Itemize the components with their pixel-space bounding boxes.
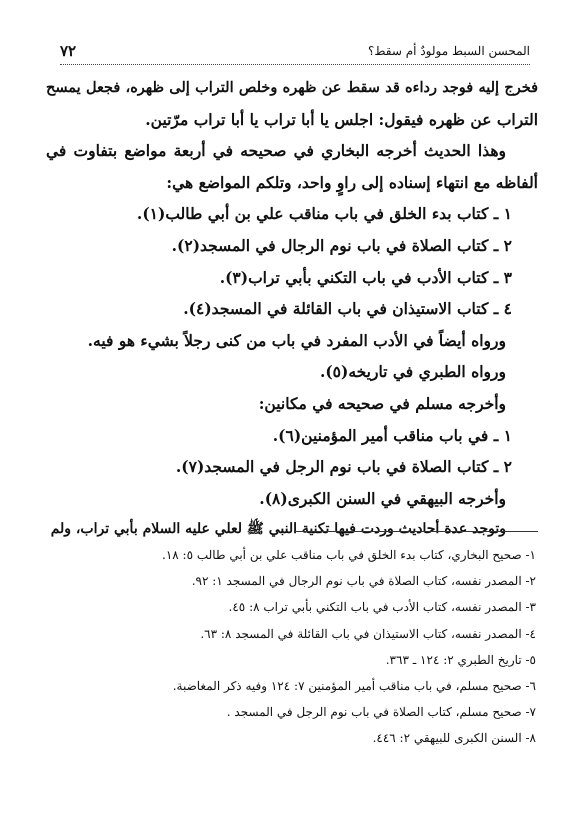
list-item: ٤ ـ كتاب الاستيذان في باب القائلة في المسجد(٤). <box>183 299 512 319</box>
running-title: المحسن السبط مولودٌ أم سقط؟ <box>368 44 530 58</box>
footnote: ٦- صحيح مسلم، في باب مناقب أمير المؤمنين ٧: ١٢٤ وفيه ذكر المغاضبة. <box>172 678 536 693</box>
footnote-separator <box>294 531 538 532</box>
body-line: وأخرجه مسلم في صحيحه في مكانين: <box>258 393 506 413</box>
running-header <box>60 40 530 65</box>
body-line: فخرج إليه فوجد رداءه قد سقط عن ظهره وخلص التراب إلى ظهره، فجعل يمسح <box>46 79 538 96</box>
list-item: ٢ ـ كتاب الصلاة في باب نوم الرجال في المسجد(٢). <box>171 235 512 255</box>
body-line: وتوجد عدة أحاديث وردت فيها تكنية النبي ﷺ لعلي عليه السلام بأبي تراب، ولم <box>50 521 506 538</box>
body-line: ألفاظه مع انتهاء إسناده إلى راوٍ واحد، وتلكم المواضع هي: <box>166 172 538 192</box>
body-line: ورواه الطبري في تاريخه(٥). <box>319 362 506 382</box>
footnote: ٨- السنن الكبرى للبيهقي ٢: ٤٤٦. <box>372 731 536 746</box>
footnote: ٧- صحيح مسلم، كتاب الصلاة في باب نوم الرجل في المسجد . <box>226 705 536 720</box>
body-line: ورواه أيضاً في الأدب المفرد في باب من كنى رجلاً بشيء هو فيه. <box>87 330 506 350</box>
main-text <box>46 72 538 546</box>
footnote: ٥- تاريخ الطبري ٢: ١٢٤ ـ ٣٦٣. <box>385 652 536 667</box>
footnote: ٢- المصدر نفسه، كتاب الصلاة في باب نوم الرجال في المسجد ١: ٩٢. <box>191 574 536 589</box>
list-item: ٣ ـ كتاب الأدب في باب التكني بأبي تراب(٣). <box>219 267 512 287</box>
footnotes <box>60 542 536 752</box>
footnote: ١- صحيح البخاري، كتاب بدء الخلق في باب مناقب علي بن أبي طالب ٥: ١٨. <box>162 548 536 562</box>
footnote: ٤- المصدر نفسه، كتاب الاستيذان في باب القائلة في المسجد ٨: ٦٣. <box>200 626 536 641</box>
body-line: وأخرجه البيهقي في السنن الكبرى(٨). <box>259 488 506 508</box>
list-item: ٢ ـ كتاب الصلاة في باب نوم الرجل في المسجد(٧). <box>175 457 512 477</box>
list-item: ١ ـ كتاب بدء الخلق في باب مناقب علي بن أبي طالب(١). <box>136 204 512 224</box>
footnote: ٣- المصدر نفسه، كتاب الأدب في باب التكني بأبي تراب ٨: ٤٥. <box>228 600 536 615</box>
list-item: ١ ـ في باب مناقب أمير المؤمنين(٦). <box>272 425 512 445</box>
body-line: وهذا الحديث أخرجه البخاري في صحيحه في أربعة مواضع بتفاوت في <box>46 141 506 161</box>
page-number: ٧٢ <box>60 42 77 60</box>
body-line: التراب عن ظهره فيقول: اجلس يا أبا تراب يا أبا تراب مرّتين. <box>145 109 538 129</box>
